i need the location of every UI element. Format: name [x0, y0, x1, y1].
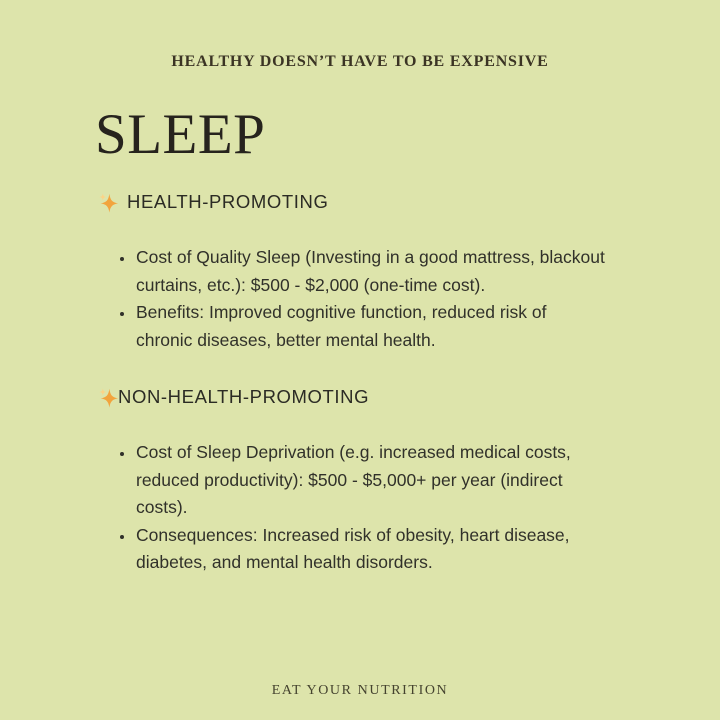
content-area: [98, 190, 618, 577]
page-title: SLEEP: [95, 103, 266, 166]
section-header: [98, 190, 618, 214]
list-item: • Cost of Quality Sleep (Investing in a good mattress, blackout curtains, etc.): $500 - $2,000 (one-time cost).: [135, 244, 605, 299]
sparkle-icon: [98, 387, 119, 408]
bullet-list: [98, 244, 605, 354]
section-health-promoting: [98, 190, 618, 354]
footer-brand: EAT YOUR NUTRITION: [271, 683, 449, 698]
bullet-list: [98, 439, 605, 577]
banner-tagline: HEALTHY DOESN’T HAVE TO BE EXPENSIVE: [171, 53, 549, 70]
section-label: HEALTH-PROMOTING: [127, 191, 329, 212]
sparkle-icon: [98, 192, 119, 213]
section-header: [98, 385, 618, 409]
list-item: • Benefits: Improved cognitive function, reduced risk of chronic diseases, better mental health.: [135, 299, 605, 354]
list-item: • Consequences: Increased risk of obesity, heart disease, diabetes, and mental health disorders.: [135, 522, 605, 577]
list-item: • Cost of Sleep Deprivation (e.g. increased medical costs, reduced productivity): $500 - $5,000+ per year (indirect costs).: [135, 439, 605, 522]
section-label: NON-HEALTH-PROMOTING: [118, 386, 370, 407]
section-non-health-promoting: [98, 385, 618, 577]
